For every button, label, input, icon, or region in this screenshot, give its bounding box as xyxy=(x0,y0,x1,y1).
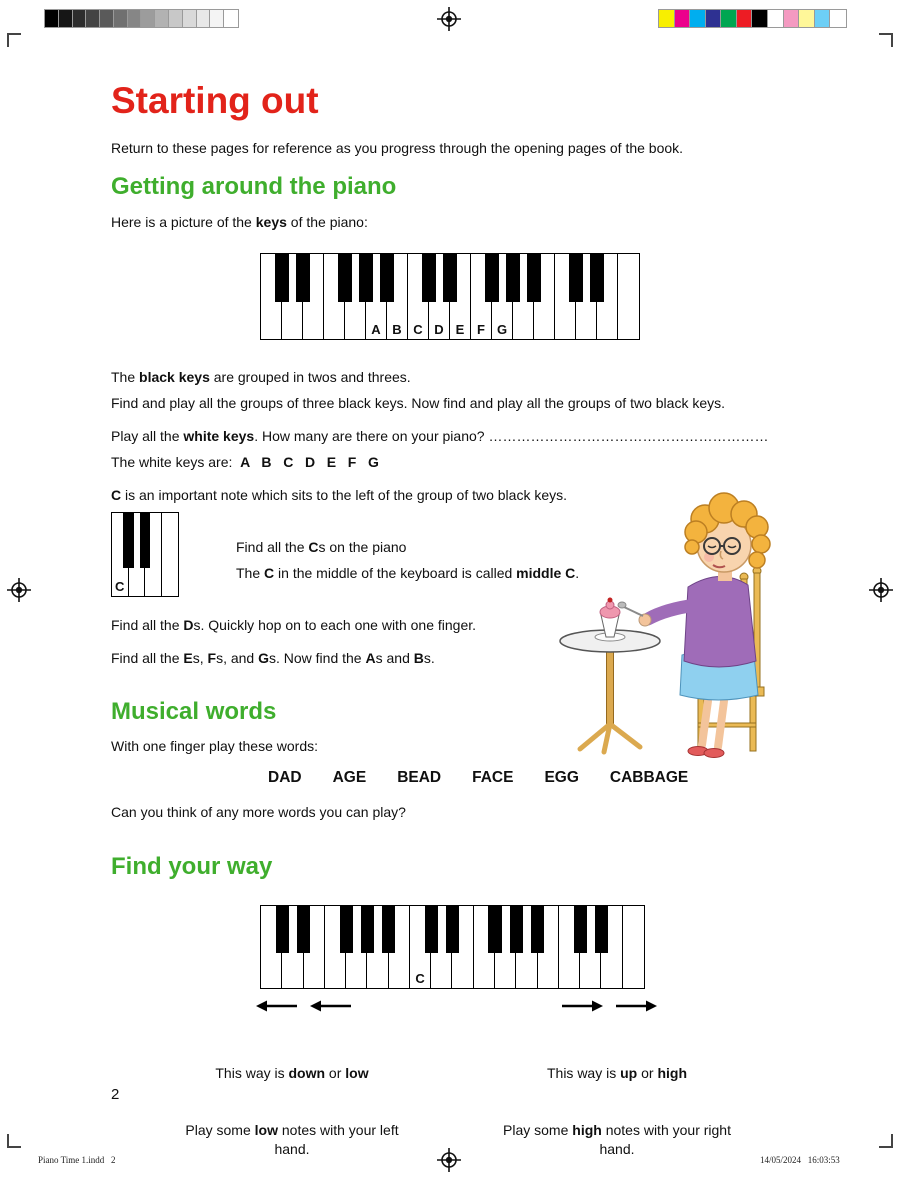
white-key xyxy=(618,254,639,339)
black-key xyxy=(506,254,519,302)
calibration-swatch xyxy=(737,10,753,27)
black-key xyxy=(140,513,150,568)
calibration-swatch xyxy=(784,10,800,27)
up-high-line1: This way is up or high xyxy=(546,1065,687,1081)
key-label: B xyxy=(392,322,402,337)
print-slug-timestamp: 14/05/2024 16:03:53 xyxy=(760,1155,840,1165)
black-key xyxy=(382,906,395,953)
intro-paragraph: Return to these pages for reference as you progress through the opening pages of the book. xyxy=(111,140,684,156)
up-high-line2: Play some high notes with your right hand. xyxy=(503,1122,735,1157)
musical-word: EGG xyxy=(544,769,579,786)
crop-mark xyxy=(7,1134,21,1148)
black-key xyxy=(569,254,582,302)
calibration-swatch xyxy=(141,10,155,27)
calibration-swatch xyxy=(659,10,675,27)
find-your-way-keyboard-diagram xyxy=(260,905,645,989)
piano-keyboard-diagram xyxy=(260,253,640,340)
print-slug-filename: Piano Time 1.indd 2 xyxy=(38,1155,116,1165)
calibration-swatch xyxy=(169,10,183,27)
musical-words-row xyxy=(268,769,688,787)
crop-mark xyxy=(879,1134,893,1148)
black-keys-paragraph: The black keys are grouped in twos and threes. xyxy=(111,369,411,385)
black-key xyxy=(531,906,544,953)
key-label: C xyxy=(415,971,425,986)
musical-word: AGE xyxy=(332,769,367,786)
black-key xyxy=(527,254,540,302)
find-groups-paragraph: Find and play all the groups of three black keys. Now find and play all the groups of two black keys. xyxy=(111,395,726,411)
color-calibration-bar xyxy=(659,10,846,27)
up-direction-arrows xyxy=(561,999,657,1013)
key-label: D xyxy=(434,322,444,337)
calibration-swatch xyxy=(768,10,784,27)
c-note-paragraph: C is an important note which sits to the left of the group of two black keys. xyxy=(111,487,568,503)
registration-mark-icon xyxy=(7,578,31,602)
calibration-swatch xyxy=(59,10,73,27)
calibration-swatch xyxy=(155,10,169,27)
calibration-swatch xyxy=(706,10,722,27)
key-label: G xyxy=(496,322,508,337)
calibration-swatch xyxy=(86,10,100,27)
find-cs-paragraph: Find all the Cs on the piano xyxy=(236,539,407,555)
section-heading-find-your-way: Find your way xyxy=(111,853,273,880)
white-keys-list-paragraph: The white keys are: A B C D E F G xyxy=(111,454,379,470)
calibration-swatch xyxy=(114,10,128,27)
more-words-paragraph: Can you think of any more words you can play? xyxy=(111,804,406,820)
page-number: 2 xyxy=(111,1086,120,1103)
black-key xyxy=(488,906,501,953)
calibration-swatch xyxy=(128,10,142,27)
black-key xyxy=(510,906,523,953)
white-key xyxy=(623,906,644,988)
calibration-swatch xyxy=(752,10,768,27)
one-finger-paragraph: With one finger play these words: xyxy=(111,738,318,754)
black-key xyxy=(123,513,133,568)
calibration-swatch xyxy=(815,10,831,27)
black-key xyxy=(359,254,372,302)
white-key xyxy=(162,513,179,596)
down-low-line2: Play some low notes with your left hand. xyxy=(185,1122,403,1157)
black-key xyxy=(340,906,353,953)
keys-picture-paragraph: Here is a picture of the keys of the piano: xyxy=(111,214,368,230)
page-title: Starting out xyxy=(111,80,319,121)
calibration-swatch xyxy=(690,10,706,27)
registration-mark-icon xyxy=(437,7,461,31)
calibration-swatch xyxy=(197,10,211,27)
calibration-swatch xyxy=(721,10,737,27)
key-label: A xyxy=(371,322,381,337)
calibration-swatch xyxy=(183,10,197,27)
musical-word: FACE xyxy=(472,769,514,786)
calibration-swatch xyxy=(799,10,815,27)
key-label: F xyxy=(477,322,485,337)
middle-c-paragraph: The C in the middle of the keyboard is called middle C. xyxy=(236,565,580,581)
play-white-keys-paragraph: Play all the white keys. How many are there on your piano? …………………………………………………… xyxy=(111,428,769,444)
musical-word: BEAD xyxy=(397,769,442,786)
black-key xyxy=(361,906,374,953)
black-key xyxy=(380,254,393,302)
black-key xyxy=(422,254,435,302)
calibration-swatch xyxy=(45,10,59,27)
c-position-keyboard-diagram xyxy=(111,512,179,597)
key-label: C xyxy=(413,322,423,337)
down-direction-arrows xyxy=(256,999,352,1013)
section-heading-musical-words: Musical words xyxy=(111,698,277,725)
black-key xyxy=(275,254,288,302)
calibration-swatch xyxy=(100,10,114,27)
black-key xyxy=(443,254,456,302)
crop-mark xyxy=(879,33,893,47)
registration-mark-icon xyxy=(437,1148,461,1172)
calibration-swatch xyxy=(830,10,846,27)
black-key xyxy=(590,254,603,302)
calibration-swatch xyxy=(675,10,691,27)
crop-mark xyxy=(7,33,21,47)
key-label: C xyxy=(115,579,125,594)
down-low-line1: This way is down or low xyxy=(215,1065,369,1081)
musical-word: DAD xyxy=(268,769,302,786)
key-label: E xyxy=(455,322,465,337)
registration-mark-icon xyxy=(869,578,893,602)
black-key xyxy=(296,254,309,302)
black-key xyxy=(574,906,587,953)
black-key xyxy=(425,906,438,953)
find-efg-paragraph: Find all the Es, Fs, and Gs. Now find the As and Bs. xyxy=(111,650,435,666)
grandma-eating-sundae-illustration xyxy=(548,468,783,760)
black-key xyxy=(446,906,459,953)
black-key xyxy=(595,906,608,953)
section-heading-getting-around: Getting around the piano xyxy=(111,173,397,200)
grayscale-calibration-bar xyxy=(45,10,238,27)
black-key xyxy=(485,254,498,302)
left-arrow-icon xyxy=(310,999,352,1013)
right-arrow-icon xyxy=(561,999,603,1013)
left-arrow-icon xyxy=(256,999,298,1013)
calibration-swatch xyxy=(224,10,238,27)
calibration-swatch xyxy=(73,10,87,27)
down-low-caption xyxy=(167,1026,417,1181)
calibration-swatch xyxy=(210,10,224,27)
up-high-caption xyxy=(492,1026,742,1181)
black-key xyxy=(276,906,289,953)
black-key xyxy=(297,906,310,953)
black-key xyxy=(338,254,351,302)
find-ds-paragraph: Find all the Ds. Quickly hop on to each one with one finger. xyxy=(111,617,477,633)
musical-word: CABBAGE xyxy=(609,769,689,786)
right-arrow-icon xyxy=(615,999,657,1013)
